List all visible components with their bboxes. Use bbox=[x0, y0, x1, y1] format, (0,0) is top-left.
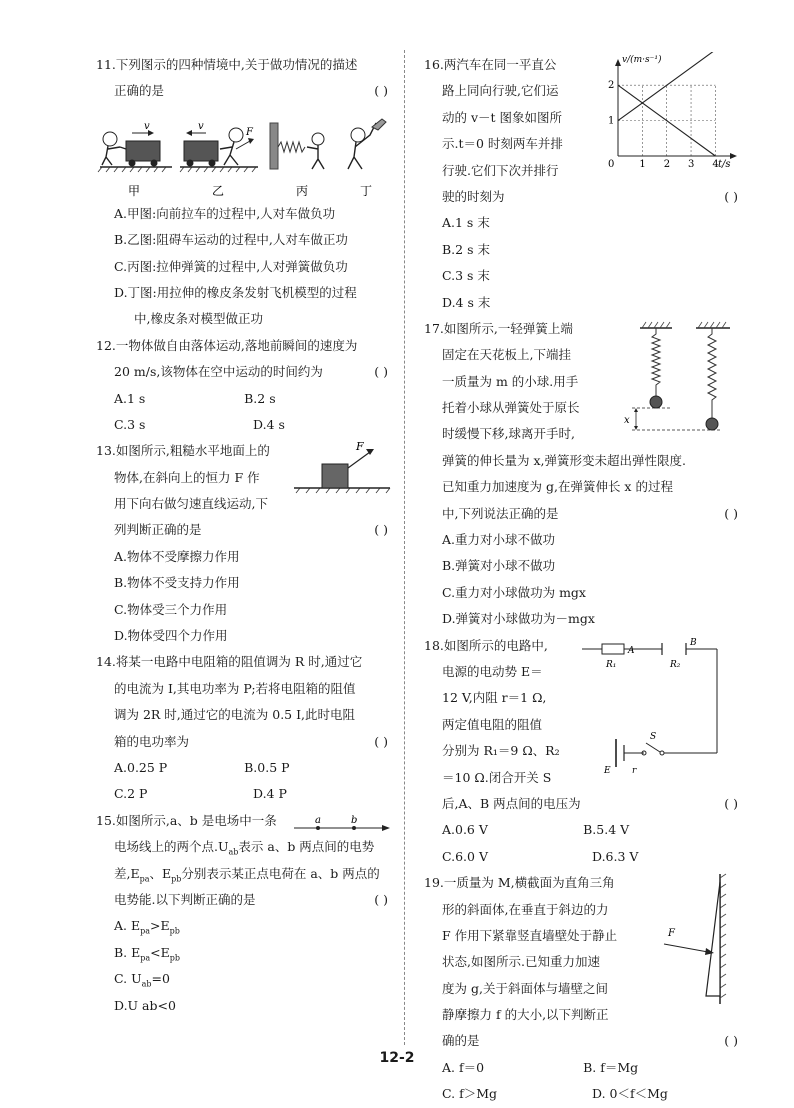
q12-option-d: D.4 s bbox=[253, 416, 285, 432]
q18-switch-label: S bbox=[650, 731, 657, 742]
q11-option-a: A.甲图:向前拉车的过程中,人对车做负功 bbox=[114, 205, 336, 221]
q18-r1-label: R₁ bbox=[606, 659, 617, 670]
q11-option-d: D.丁图:用拉伸的橡皮条发射飞机模型的过程 bbox=[114, 284, 357, 300]
right-column bbox=[424, 52, 742, 1108]
q15-c-part1: C. U bbox=[114, 971, 142, 987]
q15-c-sub1: ab bbox=[141, 979, 152, 989]
q13-force-label: F bbox=[356, 440, 364, 454]
question-19 bbox=[424, 870, 742, 1108]
q16-stem-line-3: 动的 v－t 图象如图所 bbox=[442, 109, 563, 125]
vt-y-arrow bbox=[615, 59, 621, 66]
q15-a-part1: A. E bbox=[114, 918, 141, 934]
q18-option-b: B.5.4 V bbox=[583, 822, 630, 838]
vt-x-tick-4: 4 bbox=[712, 159, 719, 170]
page-number: 12-2 bbox=[379, 1050, 415, 1066]
q18-stem-line-6: ＝10 Ω.闭合开关 S bbox=[442, 769, 552, 785]
q13-stem-line-1: 13.如图所示,粗糙水平地面上的 bbox=[96, 443, 270, 459]
q13-option-d: D.物体受四个力作用 bbox=[114, 628, 228, 644]
vt-x-tick-3: 3 bbox=[688, 159, 695, 170]
q11-option-b: B.乙图:阻碍车运动的过程中,人对车做正功 bbox=[114, 232, 348, 248]
q15-option-c bbox=[96, 966, 392, 992]
q18-stem-line-5: 分别为 R₁＝9 Ω、R₂ bbox=[442, 743, 560, 759]
q18-internal-r-label: r bbox=[632, 765, 637, 776]
q13-stem-line-2: 物体,在斜向上的恒力 F 作 bbox=[114, 469, 260, 485]
q15-stem-line-3 bbox=[96, 861, 392, 887]
q16-option-d: D.4 s 末 bbox=[442, 294, 491, 310]
q16-option-c: C.3 s 末 bbox=[442, 268, 490, 284]
q17-option-d: D.弹簧对小球做功为－mgx bbox=[442, 611, 595, 627]
vt-chart bbox=[600, 52, 740, 170]
q14-option-a: A.0.25 P bbox=[114, 759, 168, 775]
q15-stem-2b: 表示 a、b 两点间的电势 bbox=[238, 839, 375, 855]
q18-r2-label: R₂ bbox=[670, 659, 681, 670]
vt-y-tick-1: 1 bbox=[608, 115, 615, 127]
q18-emf-label: E bbox=[604, 765, 611, 776]
q16-stem-line-5: 行驶.它们下次并排行 bbox=[442, 162, 559, 178]
vt-x-tick-0: 0 bbox=[608, 159, 615, 170]
q12-option-a: A.1 s bbox=[114, 390, 146, 406]
vt-x-axis-label: t/s bbox=[718, 159, 731, 170]
q17-stem-line-6: 弹簧的伸长量为 x,弹簧形变未超出弹性限度. bbox=[442, 452, 686, 468]
q18-option-a: A.0.6 V bbox=[442, 822, 488, 838]
q11-stem-line-1: 11.下列图示的四种情境中,关于做功情况的描述 bbox=[96, 57, 358, 72]
q17-stem-line-4: 托着小球从弹簧处于原长 bbox=[442, 400, 580, 416]
q14-stem-line-3: 调为 2R 时,通过它的电流为 0.5 I,此时电阻 bbox=[114, 707, 356, 723]
q17-stem-line-5: 时缓慢下移,球离开手时, bbox=[442, 426, 575, 442]
q14-stem-line-4: 箱的电功率为 bbox=[114, 733, 190, 749]
q17-option-b: B.弹簧对小球不做功 bbox=[442, 558, 556, 574]
q11-answer-bracket: ( ) bbox=[374, 83, 388, 99]
q18-circuit bbox=[572, 635, 742, 788]
q16-option-a: A.1 s 末 bbox=[442, 215, 490, 231]
q16-stem-line-1: 16.两汽车在同一平直公 bbox=[424, 57, 557, 72]
q16-option-b: B.2 s 末 bbox=[442, 241, 490, 257]
q15-c-part2: =0 bbox=[151, 971, 170, 987]
q16-answer-bracket: ( ) bbox=[724, 188, 738, 204]
q11-label-bing: 丙 bbox=[296, 183, 309, 198]
q12-stem-line-1: 12.一物体做自由落体运动,落地前瞬间的速度为 bbox=[96, 337, 358, 353]
q15-option-d: D.U ab<0 bbox=[114, 997, 176, 1013]
q14-option-d: D.4 P bbox=[253, 786, 287, 802]
q19-stem-line-1: 19.一质量为 M,横截面为直角三角 bbox=[424, 875, 615, 891]
q12-option-c: C.3 s bbox=[114, 416, 146, 432]
vt-x-tick-2: 2 bbox=[663, 159, 671, 170]
vt-ticks bbox=[608, 80, 719, 170]
q14-stem-line-1: 14.将某一电路中电阻箱的阻值调为 R 时,通过它 bbox=[96, 654, 363, 670]
q19-option-c: C. f＞Mg bbox=[442, 1086, 497, 1102]
q18-stem-line-2: 电源的电动势 E＝ bbox=[442, 663, 543, 679]
q19-stem-line-2: 形的斜面体,在垂直于斜边的力 bbox=[442, 901, 609, 917]
q11-option-c: C.丙图:拉伸弹簧的过程中,人对弹簧做负功 bbox=[114, 258, 348, 274]
q15-b-part2: <E bbox=[150, 944, 170, 960]
q18-point-b-label: B bbox=[690, 637, 697, 648]
q15-option-b bbox=[96, 940, 392, 966]
q19-stem-line-5: 度为 g,关于斜面体与墙壁之间 bbox=[442, 980, 608, 996]
q17-stem-line-1: 17.如图所示,一轻弹簧上端 bbox=[424, 320, 573, 336]
q15-a-part2: >E bbox=[150, 918, 170, 934]
q14-option-c: C.2 P bbox=[114, 786, 148, 802]
q16-stem-line-2: 路上同向行驶,它们运 bbox=[442, 83, 559, 99]
q17-option-a: A.重力对小球不做功 bbox=[442, 532, 556, 548]
q14-option-b: B.0.5 P bbox=[244, 759, 290, 775]
q19-answer-bracket: ( ) bbox=[724, 1033, 738, 1049]
q19-stem-line-7: 确的是 bbox=[442, 1033, 480, 1049]
q12-option-b: B.2 s bbox=[244, 390, 276, 406]
q11-figure bbox=[96, 105, 392, 201]
q19-stem-line-4: 状态,如图所示.已知重力加速 bbox=[442, 954, 600, 970]
q17-figure bbox=[620, 318, 740, 445]
q15-a-sub2: pb bbox=[169, 926, 180, 936]
q16-stem-line-4: 示.t＝0 时刻两车并排 bbox=[442, 136, 563, 152]
q19-figure bbox=[650, 870, 742, 1013]
q15-stem-2a: 电场线上的两个点.U bbox=[114, 839, 229, 855]
q18-point-a-label: A bbox=[628, 645, 635, 656]
vt-y-tick-2: 2 bbox=[608, 80, 615, 92]
q11-label-jia: 甲 bbox=[128, 183, 141, 198]
q18-option-c: C.6.0 V bbox=[442, 848, 488, 864]
q15-stem-line-2 bbox=[96, 834, 392, 860]
q17-answer-bracket: ( ) bbox=[724, 505, 738, 521]
q18-answer-bracket: ( ) bbox=[724, 795, 738, 811]
q13-stem-line-4: 列判断正确的是 bbox=[114, 522, 202, 538]
vt-x-arrow bbox=[730, 153, 737, 159]
question-11 bbox=[96, 52, 392, 333]
q13-answer-bracket: ( ) bbox=[374, 522, 388, 538]
q19-stem-line-6: 静摩擦力 f 的大小,以下判断正 bbox=[442, 1007, 609, 1023]
q11-velocity-label-2: v bbox=[198, 120, 204, 132]
q15-point-a-label: a bbox=[315, 814, 321, 826]
q19-stem-line-3: F 作用下紧靠竖直墙壁处于静止 bbox=[442, 927, 618, 943]
question-12 bbox=[96, 333, 392, 439]
q15-a-sub1: pa bbox=[140, 926, 150, 936]
q13-figure bbox=[292, 438, 392, 501]
q11-force-label: F bbox=[246, 126, 253, 138]
question-18 bbox=[424, 633, 742, 871]
column-divider bbox=[404, 50, 405, 1045]
q15-stem-3b: 、E bbox=[149, 865, 172, 881]
q11-stem-line-2: 正确的是 bbox=[114, 83, 165, 99]
question-14 bbox=[96, 649, 392, 807]
q12-answer-bracket: ( ) bbox=[374, 364, 388, 380]
q11-velocity-label-1: v bbox=[144, 120, 150, 132]
q11-label-yi: 乙 bbox=[212, 183, 225, 198]
q19-option-a: A. f＝0 bbox=[442, 1059, 485, 1075]
q18-stem-line-4: 两定值电阻的阻值 bbox=[442, 716, 543, 732]
q16-vt-graph bbox=[600, 52, 740, 173]
vt-x-tick-1: 1 bbox=[639, 159, 646, 170]
q15-epb-subscript: pb bbox=[171, 874, 182, 884]
q15-stem-line-4: 电势能.以下判断正确的是 bbox=[114, 891, 256, 907]
left-column bbox=[96, 52, 392, 1019]
q15-point-b-label: b bbox=[351, 814, 358, 826]
q15-b-part1: B. E bbox=[114, 944, 141, 960]
q15-option-a bbox=[96, 913, 392, 939]
q17-stem-line-3: 一质量为 m 的小球.用手 bbox=[442, 373, 579, 389]
q13-option-c: C.物体受三个力作用 bbox=[114, 601, 228, 617]
q15-stem-3a: 差,E bbox=[114, 865, 140, 881]
q13-option-a: A.物体不受摩擦力作用 bbox=[114, 548, 240, 564]
q14-stem-line-2: 的电流为 I,其电功率为 P;若将电阻箱的阻值 bbox=[114, 680, 356, 696]
q17-x-label: x bbox=[624, 414, 630, 426]
question-16 bbox=[424, 52, 742, 316]
q15-stem-line-1: 15.如图所示,a、b 是电场中一条 bbox=[96, 812, 277, 828]
q18-option-d: D.6.3 V bbox=[592, 848, 639, 864]
q19-option-d: D. 0＜f＜Mg bbox=[592, 1086, 668, 1102]
question-15 bbox=[96, 808, 392, 1019]
q15-answer-bracket: ( ) bbox=[374, 891, 388, 907]
q18-stem-line-7: 后,A、B 两点间的电压为 bbox=[442, 795, 581, 811]
q11-option-d-cont: 中,橡皮条对模型做正功 bbox=[134, 311, 263, 327]
question-17 bbox=[424, 316, 742, 633]
q13-stem-line-3: 用下向右做匀速直线运动,下 bbox=[114, 496, 268, 512]
q16-stem-line-6: 驶的时刻为 bbox=[442, 188, 505, 204]
q15-uab-subscript: ab bbox=[228, 847, 239, 857]
q18-stem-line-1: 18.如图所示的电路中, bbox=[424, 637, 548, 653]
q19-force-label: F bbox=[668, 928, 675, 940]
q14-answer-bracket: ( ) bbox=[374, 733, 388, 749]
q13-option-b: B.物体不受支持力作用 bbox=[114, 575, 240, 591]
question-13 bbox=[96, 438, 392, 649]
q15-b-sub1: pa bbox=[140, 953, 151, 963]
q17-option-c: C.重力对小球做功为 mgx bbox=[442, 584, 586, 600]
q17-stem-line-7: 已知重力加速度为 g,在弹簧伸长 x 的过程 bbox=[442, 479, 673, 495]
q15-epa-subscript: pa bbox=[139, 874, 150, 884]
q19-option-b: B. f＝Mg bbox=[583, 1059, 639, 1075]
q17-stem-line-2: 固定在天花板上,下端挂 bbox=[442, 347, 571, 363]
q12-stem-line-2: 20 m/s,该物体在空中运动的时间约为 bbox=[114, 364, 323, 380]
q11-label-ding: 丁 bbox=[360, 183, 373, 198]
vt-y-axis-label: v/(m·s⁻¹) bbox=[622, 55, 662, 65]
q15-figure bbox=[292, 812, 392, 837]
q18-stem-line-3: 12 V,内阻 r＝1 Ω, bbox=[442, 690, 547, 706]
q15-stem-3c: 分别表示某正点电荷在 a、b 两点的 bbox=[181, 865, 380, 881]
q15-b-sub2: pb bbox=[169, 953, 181, 963]
q17-stem-line-8: 中,下列说法正确的是 bbox=[442, 505, 559, 521]
